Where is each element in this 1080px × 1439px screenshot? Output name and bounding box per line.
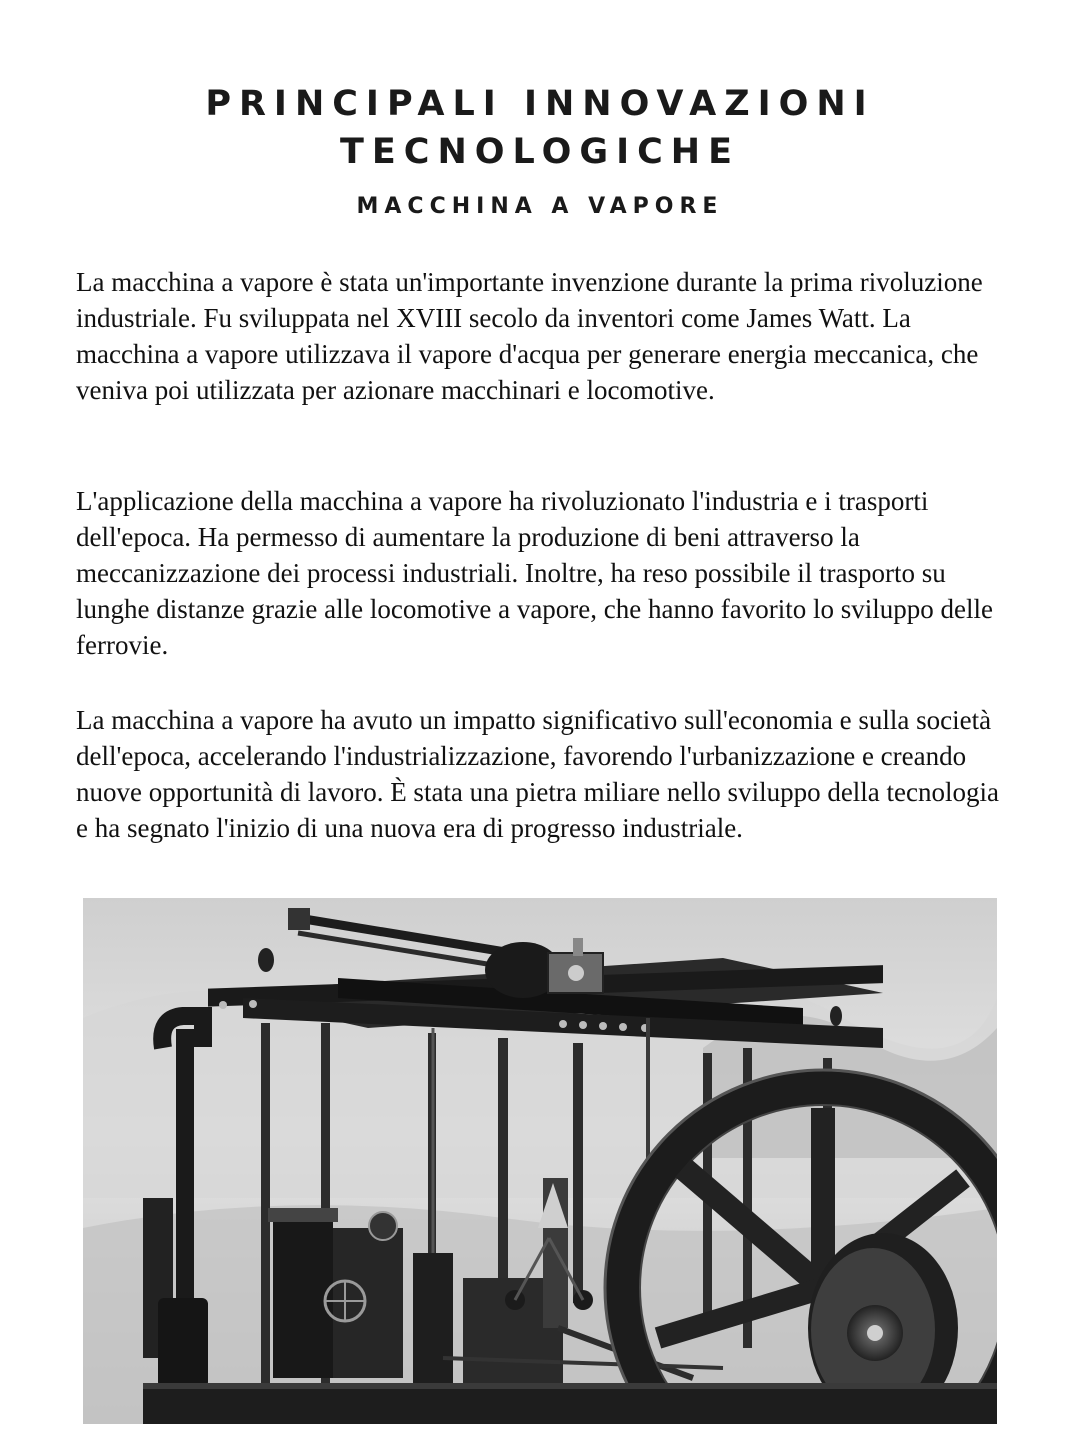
page-title-line-2: TECNOLOGICHE bbox=[340, 132, 740, 172]
steam-engine-photo bbox=[83, 898, 997, 1424]
page-title-line-1: PRINCIPALI INNOVAZIONI bbox=[205, 84, 875, 124]
section-subtitle: MACCHINA A VAPORE bbox=[356, 194, 724, 219]
page-title bbox=[0, 80, 1080, 176]
paragraph-2: L'applicazione della macchina a vapore ha rivoluzionato l'industria e i trasporti dell'epoca. Ha permesso di aumentare la produzione di beni attraverso la meccanizzazione dei processi industriali. Inoltre, ha reso possibile il trasporto su lunghe distanze grazie alle locomotive a vapore, che hanno favorito lo sviluppo delle ferrovie. bbox=[76, 486, 993, 660]
paragraph-1: La macchina a vapore è stata un'importante invenzione durante la prima rivoluzione industriale. Fu sviluppata nel XVIII secolo da inventori come James Watt. La macchina a vapore utilizzava il vapore d'acqua per generare energia meccanica, che veniva poi utilizzata per azionare macchinari e locomotive. bbox=[76, 267, 983, 405]
paragraph-3: La macchina a vapore ha avuto un impatto significativo sull'economia e sulla società dell'epoca, accelerando l'industrializzazione, favorendo l'urbanizzazione e creando nuove opportunità di lavoro. È stata una pietra miliare nello sviluppo della tecnologia e ha segnato l'inizio di una nuova era di progresso industriale. bbox=[76, 705, 999, 843]
